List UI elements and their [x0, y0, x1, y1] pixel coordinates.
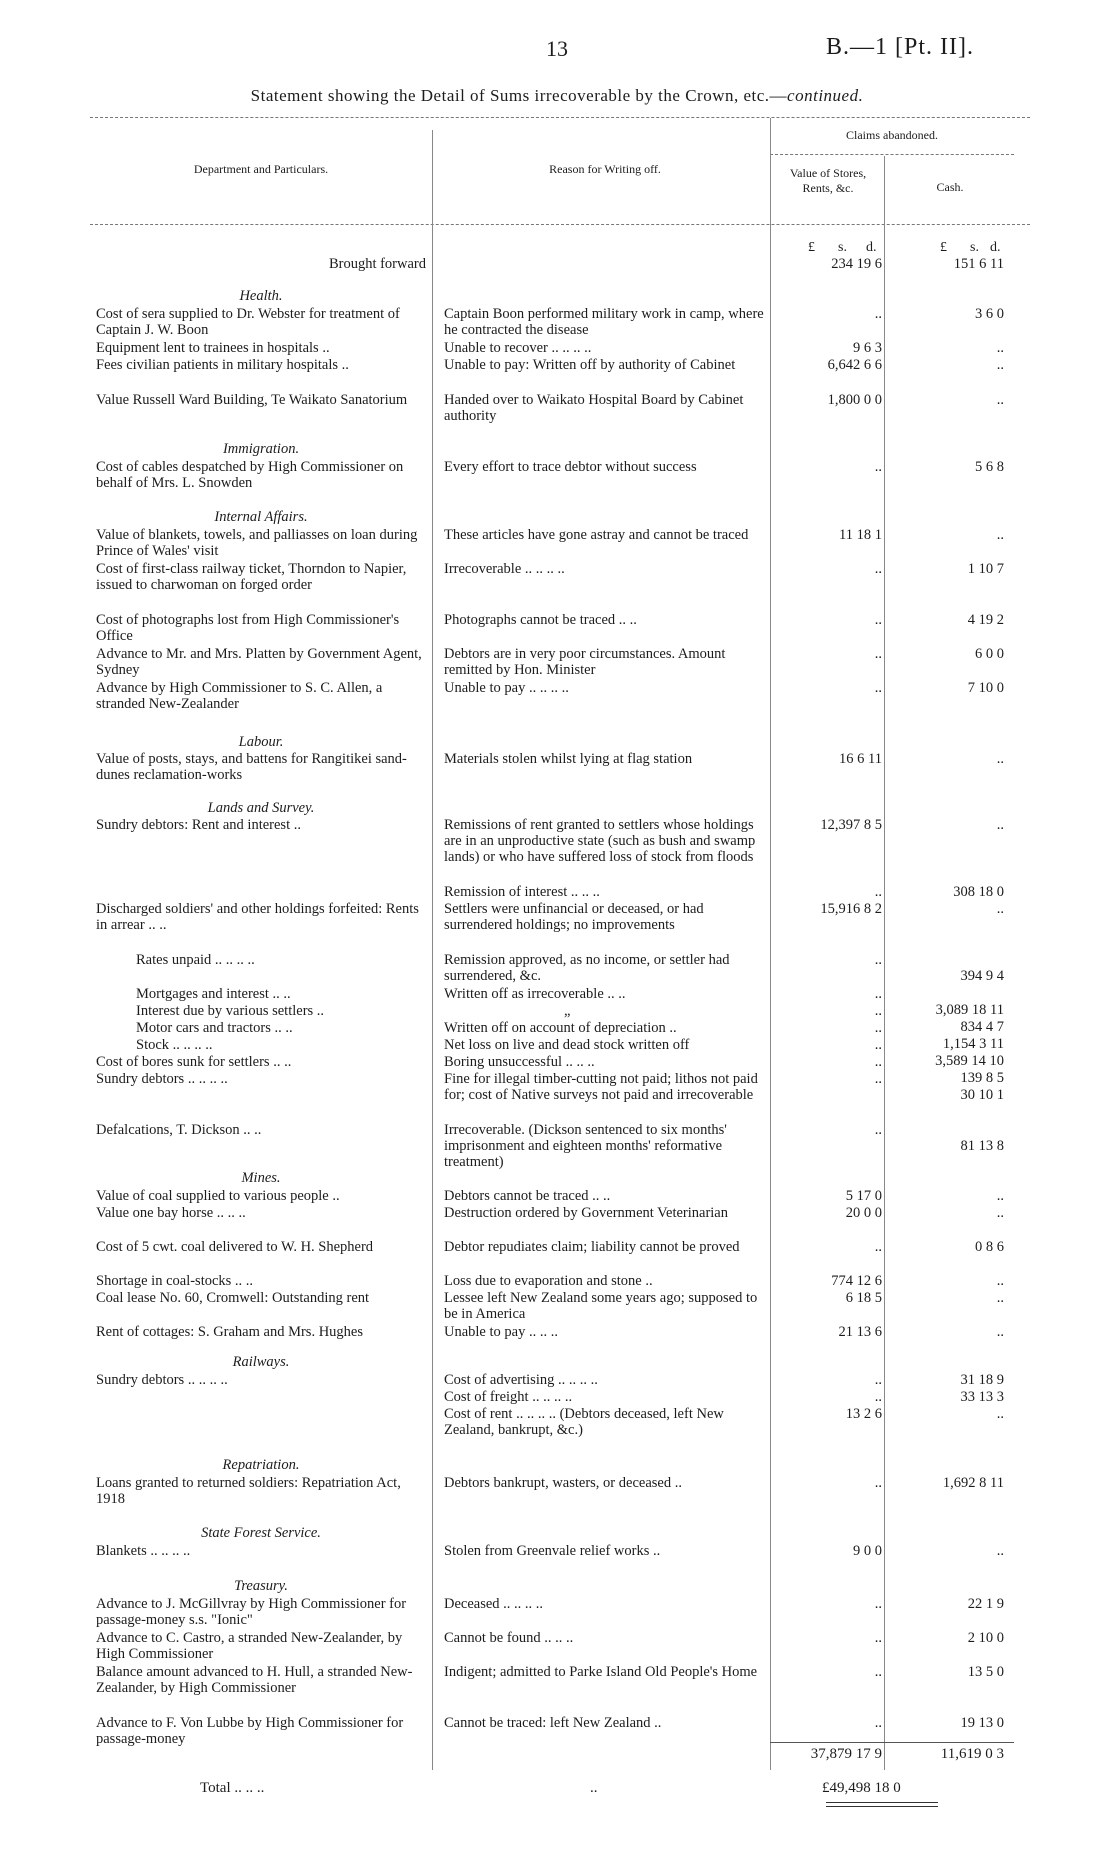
column-divider-1: [432, 130, 433, 1770]
title-main: Statement showing the Detail of Sums irrecoverable by the Crown, etc.—: [250, 86, 788, 105]
row-particulars: Cost of photographs lost from High Commissioner's Office: [96, 612, 400, 644]
row-cash: 2 10 0: [967, 1630, 1004, 1646]
total-label: Total .. .. ..: [200, 1780, 265, 1796]
row-cash: ..: [996, 1188, 1004, 1204]
document-reference: B.—1 [Pt. II].: [826, 34, 974, 60]
row-reason: Debtors bankrupt, wasters, or deceased ..: [444, 1475, 682, 1491]
row-particulars: Advance to Mr. and Mrs. Platten by Government Agent, Sydney: [96, 646, 422, 678]
row-cash: 7 10 0: [967, 680, 1004, 696]
row-particulars: Shortage in coal-stocks .. ..: [96, 1273, 254, 1289]
row-stores: ..: [874, 1020, 882, 1036]
row-cash: ..: [996, 1324, 1004, 1340]
row-reason: Cost of rent .. .. .. .. (Debtors deceased, left New Zealand, bankrupt, &c.): [444, 1406, 724, 1438]
brought-forward-stores: 234 19 6: [831, 256, 882, 272]
row-reason: Every effort to trace debtor without success: [444, 459, 697, 475]
section-labour: Labour.: [238, 734, 284, 750]
row-particulars: Loans granted to returned soldiers: Repatriation Act, 1918: [96, 1475, 401, 1507]
row-cash: 4 19 2: [967, 612, 1004, 628]
header-reason: Reason for Writing off.: [549, 162, 661, 176]
row-stores: ..: [874, 306, 882, 322]
subtotal-stores: 37,879 17 9: [810, 1746, 882, 1762]
claims-rule: [770, 154, 1014, 155]
row-stores: ..: [874, 884, 882, 900]
row-reason: Remission approved, as no income, or settler had surrendered, &c.: [444, 952, 730, 984]
row-particulars: Sundry debtors: Rent and interest ..: [96, 817, 301, 833]
row-reason: Net loss on live and dead stock written off: [444, 1037, 690, 1053]
row-stores: ..: [874, 1239, 882, 1255]
row-reason: Remissions of rent granted to settlers whose holdings are in an unproductive state (such as bush and swamp lands) or who have suffered loss of stock from floods: [444, 817, 756, 865]
row-particulars: Value Russell Ward Building, Te Waikato Sanatorium: [96, 392, 408, 408]
row-stores: ..: [874, 1715, 882, 1731]
row-cash: 3,089 18 11: [935, 1002, 1004, 1018]
row-reason: Settlers were unfinancial or deceased, or had surrendered holdings; no improvements: [444, 901, 704, 933]
section-railways: Railways.: [232, 1354, 290, 1370]
row-particulars: Cost of first-class railway ticket, Thorndon to Napier, issued to charwoman on forged order: [96, 561, 407, 593]
unit-shillings: s.: [970, 240, 979, 255]
row-stores: 13 2 6: [845, 1406, 882, 1422]
row-reason: Handed over to Waikato Hospital Board by Cabinet authority: [444, 392, 744, 424]
row-particulars: Blankets .. .. .. ..: [96, 1543, 191, 1559]
row-cash: 1 10 7: [967, 561, 1004, 577]
row-stores: ..: [874, 561, 882, 577]
row-cash: 19 13 0: [960, 1715, 1004, 1731]
unit-pounds: £: [940, 240, 947, 255]
section-state-forest-service: State Forest Service.: [201, 1525, 321, 1541]
row-reason: Irrecoverable. (Dickson sentenced to six months' imprisonment and eighteen months' reformative treatment): [444, 1122, 727, 1170]
row-particulars: Balance amount advanced to H. Hull, a stranded New-Zealander, by High Commissioner: [96, 1664, 413, 1696]
row-reason: Debtor repudiates claim; liability cannot be proved: [444, 1239, 740, 1255]
row-particulars: Value one bay horse .. .. ..: [96, 1205, 246, 1221]
row-stores: ..: [874, 1122, 882, 1138]
row-particulars: Advance to J. McGillvray by High Commissioner for passage-money s.s. "Ionic": [96, 1596, 407, 1628]
header-cash: Cash.: [936, 180, 964, 194]
row-cash: 139 8 5: [960, 1070, 1004, 1086]
grand-total-underline: [826, 1802, 938, 1807]
section-immigration: Immigration.: [222, 441, 300, 457]
section-mines: Mines.: [241, 1170, 281, 1186]
row-reason: Debtors are in very poor circumstances. Amount remitted by Hon. Minister: [444, 646, 726, 678]
row-stores: ..: [874, 1630, 882, 1646]
row-particulars: Rent of cottages: S. Graham and Mrs. Hughes: [96, 1324, 363, 1340]
row-stores: 1,800 0 0: [827, 392, 882, 408]
brought-forward-cash: 151 6 11: [953, 256, 1004, 272]
row-cash: 3 6 0: [975, 306, 1004, 322]
row-particulars: Stock .. .. .. ..: [136, 1037, 213, 1053]
section-repatriation: Repatriation.: [222, 1457, 300, 1473]
row-reason: Unable to pay .. .. .. ..: [444, 680, 569, 696]
row-cash: 31 18 9: [960, 1372, 1004, 1388]
row-particulars: Motor cars and tractors .. ..: [136, 1020, 293, 1036]
row-cash: ..: [996, 1273, 1004, 1289]
header-department: Department and Particulars.: [193, 162, 329, 176]
row-cash: ..: [996, 817, 1004, 833]
row-cash: 6 0 0: [975, 646, 1004, 662]
row-particulars: Cost of sera supplied to Dr. Webster for treatment of Captain J. W. Boon: [96, 306, 400, 338]
row-stores: 16 6 11: [839, 751, 882, 767]
row-reason: Cannot be traced: left New Zealand ..: [444, 1715, 662, 1731]
column-divider-3: [884, 156, 885, 1770]
row-reason: Deceased .. .. .. ..: [444, 1596, 544, 1612]
page-title: [0, 86, 1114, 106]
row-cash: ..: [996, 527, 1004, 543]
row-particulars: Rates unpaid .. .. .. ..: [136, 952, 255, 968]
row-cash: 1,692 8 11: [942, 1475, 1004, 1491]
row-stores: ..: [874, 459, 882, 475]
brought-forward-label: Brought forward: [328, 256, 426, 272]
row-particulars: Sundry debtors .. .. .. ..: [96, 1372, 228, 1388]
row-particulars: Value of coal supplied to various people ..: [96, 1188, 340, 1204]
row-cash: ..: [996, 357, 1004, 373]
section-internal-affairs: Internal Affairs.: [214, 509, 308, 525]
subtotal-cash: 11,619 0 3: [940, 1746, 1004, 1762]
row-stores: ..: [874, 1596, 882, 1612]
row-cash: ..: [996, 1290, 1004, 1306]
unit-pence: d.: [990, 240, 1001, 255]
row-stores: ..: [874, 1389, 882, 1405]
row-stores: ..: [874, 1475, 882, 1491]
row-particulars: Value of blankets, towels, and palliasses on loan during Prince of Wales' visit: [96, 527, 418, 559]
row-cash: 0 8 6: [975, 1239, 1004, 1255]
row-reason: Irrecoverable .. .. .. ..: [444, 561, 565, 577]
row-reason: Materials stolen whilst lying at flag station: [444, 751, 693, 767]
row-reason: Destruction ordered by Government Veterinarian: [444, 1205, 728, 1221]
row-reason: Unable to pay .. .. ..: [444, 1324, 558, 1340]
row-particulars: Advance by High Commissioner to S. C. Allen, a stranded New-Zealander: [96, 680, 383, 712]
row-stores: ..: [874, 680, 882, 696]
row-stores: 6,642 6 6: [827, 357, 882, 373]
row-stores: 15,916 8 2: [820, 901, 882, 917]
row-particulars: Defalcations, T. Dickson .. ..: [96, 1122, 262, 1138]
row-particulars: Advance to F. Von Lubbe by High Commissioner for passage-money: [96, 1715, 404, 1747]
row-stores: ..: [874, 1003, 882, 1019]
grand-total: £49,498 18 0: [822, 1780, 901, 1796]
row-cash: ..: [996, 392, 1004, 408]
row-reason: Cannot be found .. .. ..: [444, 1630, 574, 1646]
row-stores: 774 12 6: [831, 1273, 882, 1289]
row-stores: 21 13 6: [838, 1324, 882, 1340]
row-reason: Cost of freight .. .. .. ..: [444, 1389, 573, 1405]
row-stores: ..: [874, 1372, 882, 1388]
row-stores: ..: [874, 1071, 882, 1087]
subtotal-rule: [770, 1742, 1014, 1743]
row-cash: 81 13 8: [960, 1138, 1004, 1154]
row-stores: ..: [874, 646, 882, 662]
row-particulars: Cost of cables despatched by High Commissioner on behalf of Mrs. L. Snowden: [96, 459, 404, 491]
row-stores: 6 18 5: [845, 1290, 882, 1306]
row-particulars: Cost of bores sunk for settlers .. ..: [96, 1054, 292, 1070]
row-particulars: Discharged soldiers' and other holdings forfeited: Rents in arrear .. ..: [96, 901, 419, 933]
unit-pounds: £: [808, 240, 815, 255]
row-reason: Stolen from Greenvale relief works ..: [444, 1543, 661, 1559]
row-particulars: Cost of 5 cwt. coal delivered to W. H. Shepherd: [96, 1239, 374, 1255]
row-cash: 308 18 0: [953, 884, 1004, 900]
row-stores: ..: [874, 1664, 882, 1680]
row-cash: 22 1 9: [967, 1596, 1004, 1612]
row-particulars: Interest due by various settlers ..: [136, 1003, 325, 1019]
row-particulars: Sundry debtors .. .. .. ..: [96, 1071, 228, 1087]
row-stores: 20 0 0: [845, 1205, 882, 1221]
row-cash: ..: [996, 751, 1004, 767]
unit-shillings: s.: [838, 240, 847, 255]
row-stores: 9 0 0: [853, 1543, 882, 1559]
row-cash: ..: [996, 1205, 1004, 1221]
row-cash: 834 4 7: [960, 1019, 1004, 1035]
total-reason-dots: ..: [590, 1780, 598, 1796]
section-health: Health.: [239, 288, 283, 304]
row-particulars: Advance to C. Castro, a stranded New-Zealander, by High Commissioner: [96, 1630, 403, 1662]
row-reason: Unable to recover .. .. .. ..: [444, 340, 592, 356]
row-cash: ..: [996, 340, 1004, 356]
row-reason: Cost of advertising .. .. .. ..: [444, 1372, 598, 1388]
row-cash: 13 5 0: [967, 1664, 1004, 1680]
unit-pence: d.: [866, 240, 877, 255]
header-stores: Value of Stores, Rents, &c.: [789, 166, 867, 195]
page-number: 13: [546, 36, 568, 61]
row-stores: 9 6 3: [853, 340, 882, 356]
row-particulars: Equipment lent to trainees in hospitals ..: [96, 340, 330, 356]
header-top-rule: [90, 117, 1030, 118]
row-particulars: Value of posts, stays, and battens for Rangitikei sand-dunes reclamation-works: [96, 751, 407, 783]
row-cash: 5 6 8: [975, 459, 1004, 475]
row-particulars: Mortgages and interest .. ..: [136, 986, 291, 1002]
row-stores: ..: [874, 612, 882, 628]
row-particulars: Coal lease No. 60, Cromwell: Outstanding rent: [96, 1290, 370, 1306]
row-reason: Written off as irrecoverable .. ..: [444, 986, 626, 1002]
row-stores: 11 18 1: [839, 527, 882, 543]
section-treasury: Treasury.: [234, 1578, 288, 1594]
row-reason: „: [564, 1003, 571, 1019]
header-claims: Claims abandoned.: [846, 128, 938, 142]
row-stores: ..: [874, 986, 882, 1002]
row-reason: Lessee left New Zealand some years ago; supposed to be in America: [444, 1290, 758, 1322]
row-cash: 30 10 1: [960, 1087, 1004, 1103]
row-particulars: Fees civilian patients in military hospitals ..: [96, 357, 349, 373]
row-reason: Written off on account of depreciation ..: [444, 1020, 677, 1036]
row-reason: Remission of interest .. .. ..: [444, 884, 600, 900]
row-cash: 1,154 3 11: [942, 1036, 1004, 1052]
row-cash: 3,589 14 10: [935, 1053, 1004, 1069]
row-reason: Loss due to evaporation and stone ..: [444, 1273, 653, 1289]
row-reason: Fine for illegal timber-cutting not paid; lithos not paid for; cost of Native surveys not paid and irrecoverable: [444, 1071, 758, 1103]
row-reason: These articles have gone astray and cannot be traced: [444, 527, 749, 543]
title-continued: continued.: [787, 86, 864, 105]
row-reason: Boring unsuccessful .. .. ..: [444, 1054, 595, 1070]
row-cash: 394 9 4: [960, 968, 1004, 984]
row-cash: ..: [996, 901, 1004, 917]
row-reason: Debtors cannot be traced .. ..: [444, 1188, 611, 1204]
row-reason: Unable to pay: Written off by authority of Cabinet: [444, 357, 736, 373]
row-reason: Indigent; admitted to Parke Island Old People's Home: [444, 1664, 758, 1680]
row-cash: 33 13 3: [960, 1389, 1004, 1405]
row-stores: ..: [874, 952, 882, 968]
row-cash: ..: [996, 1543, 1004, 1559]
row-stores: ..: [874, 1054, 882, 1070]
row-reason: Photographs cannot be traced .. ..: [444, 612, 637, 628]
row-reason: Captain Boon performed military work in camp, where he contracted the disease: [444, 306, 764, 338]
row-stores: ..: [874, 1037, 882, 1053]
row-stores: 12,397 8 5: [820, 817, 882, 833]
section-lands-and-survey: Lands and Survey.: [207, 800, 315, 816]
header-bottom-rule: [90, 224, 1030, 225]
row-cash: ..: [996, 1406, 1004, 1422]
row-stores: 5 17 0: [845, 1188, 882, 1204]
